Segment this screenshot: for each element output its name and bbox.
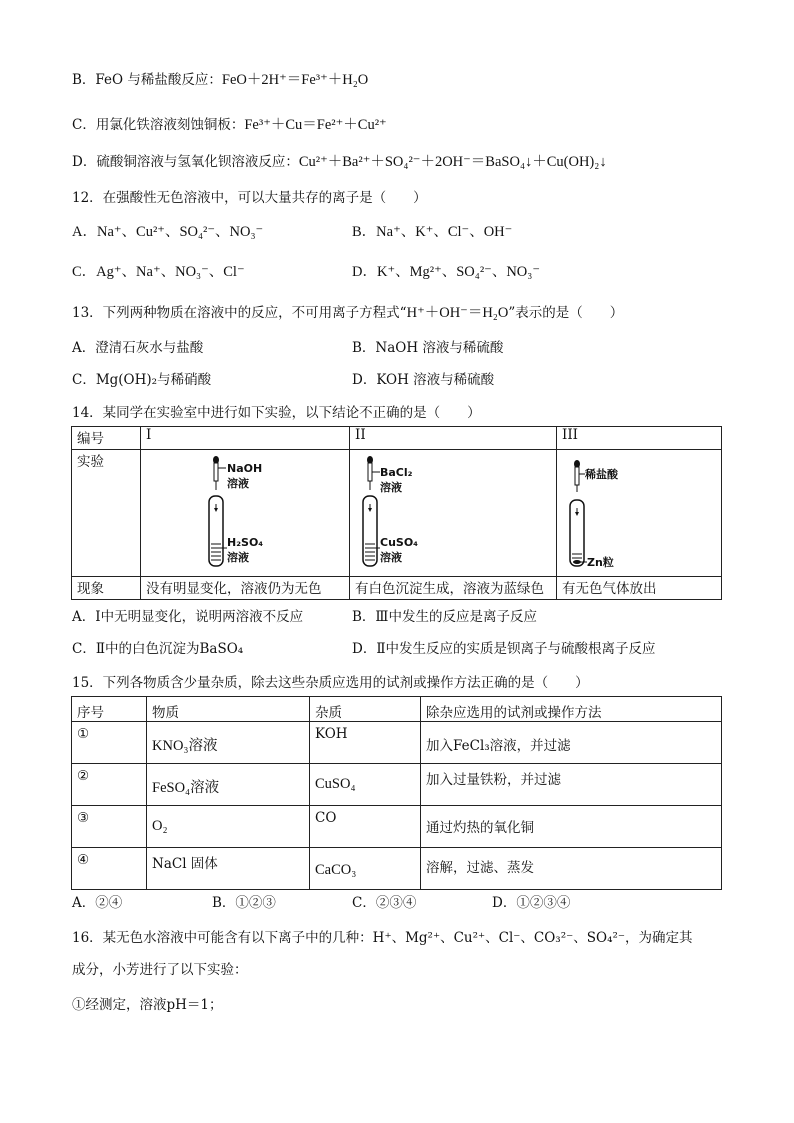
q14-row-label: 编号 bbox=[72, 427, 141, 450]
q15-header: 物质 bbox=[147, 697, 310, 722]
q16-line-1: 16．某无色水溶液中可能含有以下离子中的几种：H⁺、Mg²⁺、Cu²⁺、Cl⁻、CO₃²⁻、SO₄²⁻，为确定其 bbox=[72, 930, 693, 946]
q14-option-a: A．Ⅰ中无明显变化，说明两溶液不反应 bbox=[72, 609, 304, 625]
q13-option-c: C．Mg(OH)₂与稀硝酸 bbox=[72, 372, 212, 388]
q14-col-header: II bbox=[350, 427, 557, 450]
q15-option-d: D．①②③④ bbox=[492, 895, 571, 911]
q14-table bbox=[71, 426, 722, 600]
q13-option-b: B．NaOH 溶液与稀硫酸 bbox=[352, 340, 504, 356]
q14-col-header: I bbox=[141, 427, 350, 450]
q14-stem: 14．某同学在实验室中进行如下实验，以下结论不正确的是（ ） bbox=[72, 405, 481, 421]
table-row: ④ NaCl 固体 CaCO₃ 溶解，过滤、蒸发 bbox=[72, 848, 722, 890]
q12-option-c: C．Ag⁺、Na⁺、NO₃⁻、Cl⁻ bbox=[72, 264, 245, 280]
q14-reagent-top2: 溶液 bbox=[227, 477, 249, 490]
q14-option-d: D．Ⅱ中发生反应的实质是钡离子与硫酸根离子反应 bbox=[352, 641, 656, 657]
q14-reagent-bottom: CuSO₄ bbox=[380, 536, 418, 549]
q15-header: 除杂应选用的试剂或操作方法 bbox=[421, 697, 722, 722]
q15-option-a: A．②④ bbox=[72, 895, 123, 911]
q15-stem: 15．下列各物质含少量杂质，除去这些杂质应选用的试剂或操作方法正确的是（ ） bbox=[72, 675, 589, 691]
q14-reagent-top: BaCl₂ bbox=[380, 466, 413, 479]
q15-header: 序号 bbox=[72, 697, 147, 722]
q14-reagent-top: NaOH bbox=[227, 462, 263, 475]
q14-reagent-bottom: H₂SO₄ bbox=[227, 536, 264, 549]
q14-row-label: 实验 bbox=[72, 450, 141, 577]
q14-option-c: C．Ⅱ中的白色沉淀为BaSO₄ bbox=[72, 641, 244, 657]
q11-option-c: C．用氯化铁溶液刻蚀铜板：Fe³⁺＋Cu＝Fe²⁺＋Cu²⁺ bbox=[72, 117, 387, 133]
q15-option-c: C．②③④ bbox=[352, 895, 417, 911]
q14-reagent-bottom: Zn粒 bbox=[587, 556, 614, 569]
q16-line-2: 成分，小芳进行了以下实验： bbox=[72, 962, 248, 978]
q11-option-d: D．硫酸铜溶液与氢氧化钡溶液反应：Cu²⁺＋Ba²⁺＋SO₄²⁻＋2OH⁻＝BaSO₄↓＋Cu(OH)₂↓ bbox=[72, 154, 607, 170]
q14-reagent-top: 稀盐酸 bbox=[585, 468, 618, 481]
q12-option-d: D．K⁺、Mg²⁺、SO₄²⁻、NO₃⁻ bbox=[352, 264, 540, 280]
q14-col-header: III bbox=[557, 427, 722, 450]
q14-experiment-2 bbox=[350, 450, 557, 577]
q13-option-d: D．KOH 溶液与稀硫酸 bbox=[352, 372, 495, 388]
q14-phenomenon: 有白色沉淀生成，溶液为蓝绿色 bbox=[350, 577, 557, 600]
q14-option-b: B．Ⅲ中发生的反应是离子反应 bbox=[352, 609, 537, 625]
q14-experiment-3 bbox=[557, 450, 722, 577]
q14-reagent-bottom2: 溶液 bbox=[380, 551, 402, 564]
q14-reagent-bottom2: 溶液 bbox=[227, 551, 249, 564]
test-tube-dropper-icon bbox=[557, 450, 717, 572]
q13-option-a: A．澄清石灰水与盐酸 bbox=[72, 340, 204, 356]
q14-phenomenon: 没有明显变化，溶液仍为无色 bbox=[141, 577, 350, 600]
q12-stem: 12．在强酸性无色溶液中，可以大量共存的离子是（ ） bbox=[72, 190, 427, 206]
q14-row-label: 现象 bbox=[72, 577, 141, 600]
q14-reagent-top2: 溶液 bbox=[380, 481, 402, 494]
q13-stem: 13．下列两种物质在溶液中的反应，不可用离子方程式“H⁺＋OH⁻＝H₂O”表示的是（ ） bbox=[72, 305, 624, 321]
table-row: ③ O₂ CO 通过灼热的氧化铜 bbox=[72, 806, 722, 848]
table-row: ① KNO₃溶液 KOH 加入FeCl₃溶液，并过滤 bbox=[72, 722, 722, 764]
q11-option-b: B．FeO 与稀盐酸反应：FeO＋2H⁺＝Fe³⁺＋H₂O bbox=[72, 72, 369, 88]
q12-option-a: A．Na⁺、Cu²⁺、SO₄²⁻、NO₃⁻ bbox=[72, 224, 264, 240]
q15-header: 杂质 bbox=[310, 697, 421, 722]
q16-line-3: ①经测定，溶液pH＝1； bbox=[72, 997, 223, 1013]
table-row: ② FeSO₄溶液 CuSO₄ 加入过量铁粉，并过滤 bbox=[72, 764, 722, 806]
q14-phenomenon: 有无色气体放出 bbox=[557, 577, 722, 600]
q15-table bbox=[71, 696, 722, 890]
q12-option-b: B．Na⁺、K⁺、Cl⁻、OH⁻ bbox=[352, 224, 513, 240]
q15-option-b: B．①②③ bbox=[212, 895, 276, 911]
test-tube-dropper-icon bbox=[141, 450, 341, 572]
test-tube-dropper-icon bbox=[350, 450, 546, 572]
q14-experiment-1 bbox=[141, 450, 350, 577]
